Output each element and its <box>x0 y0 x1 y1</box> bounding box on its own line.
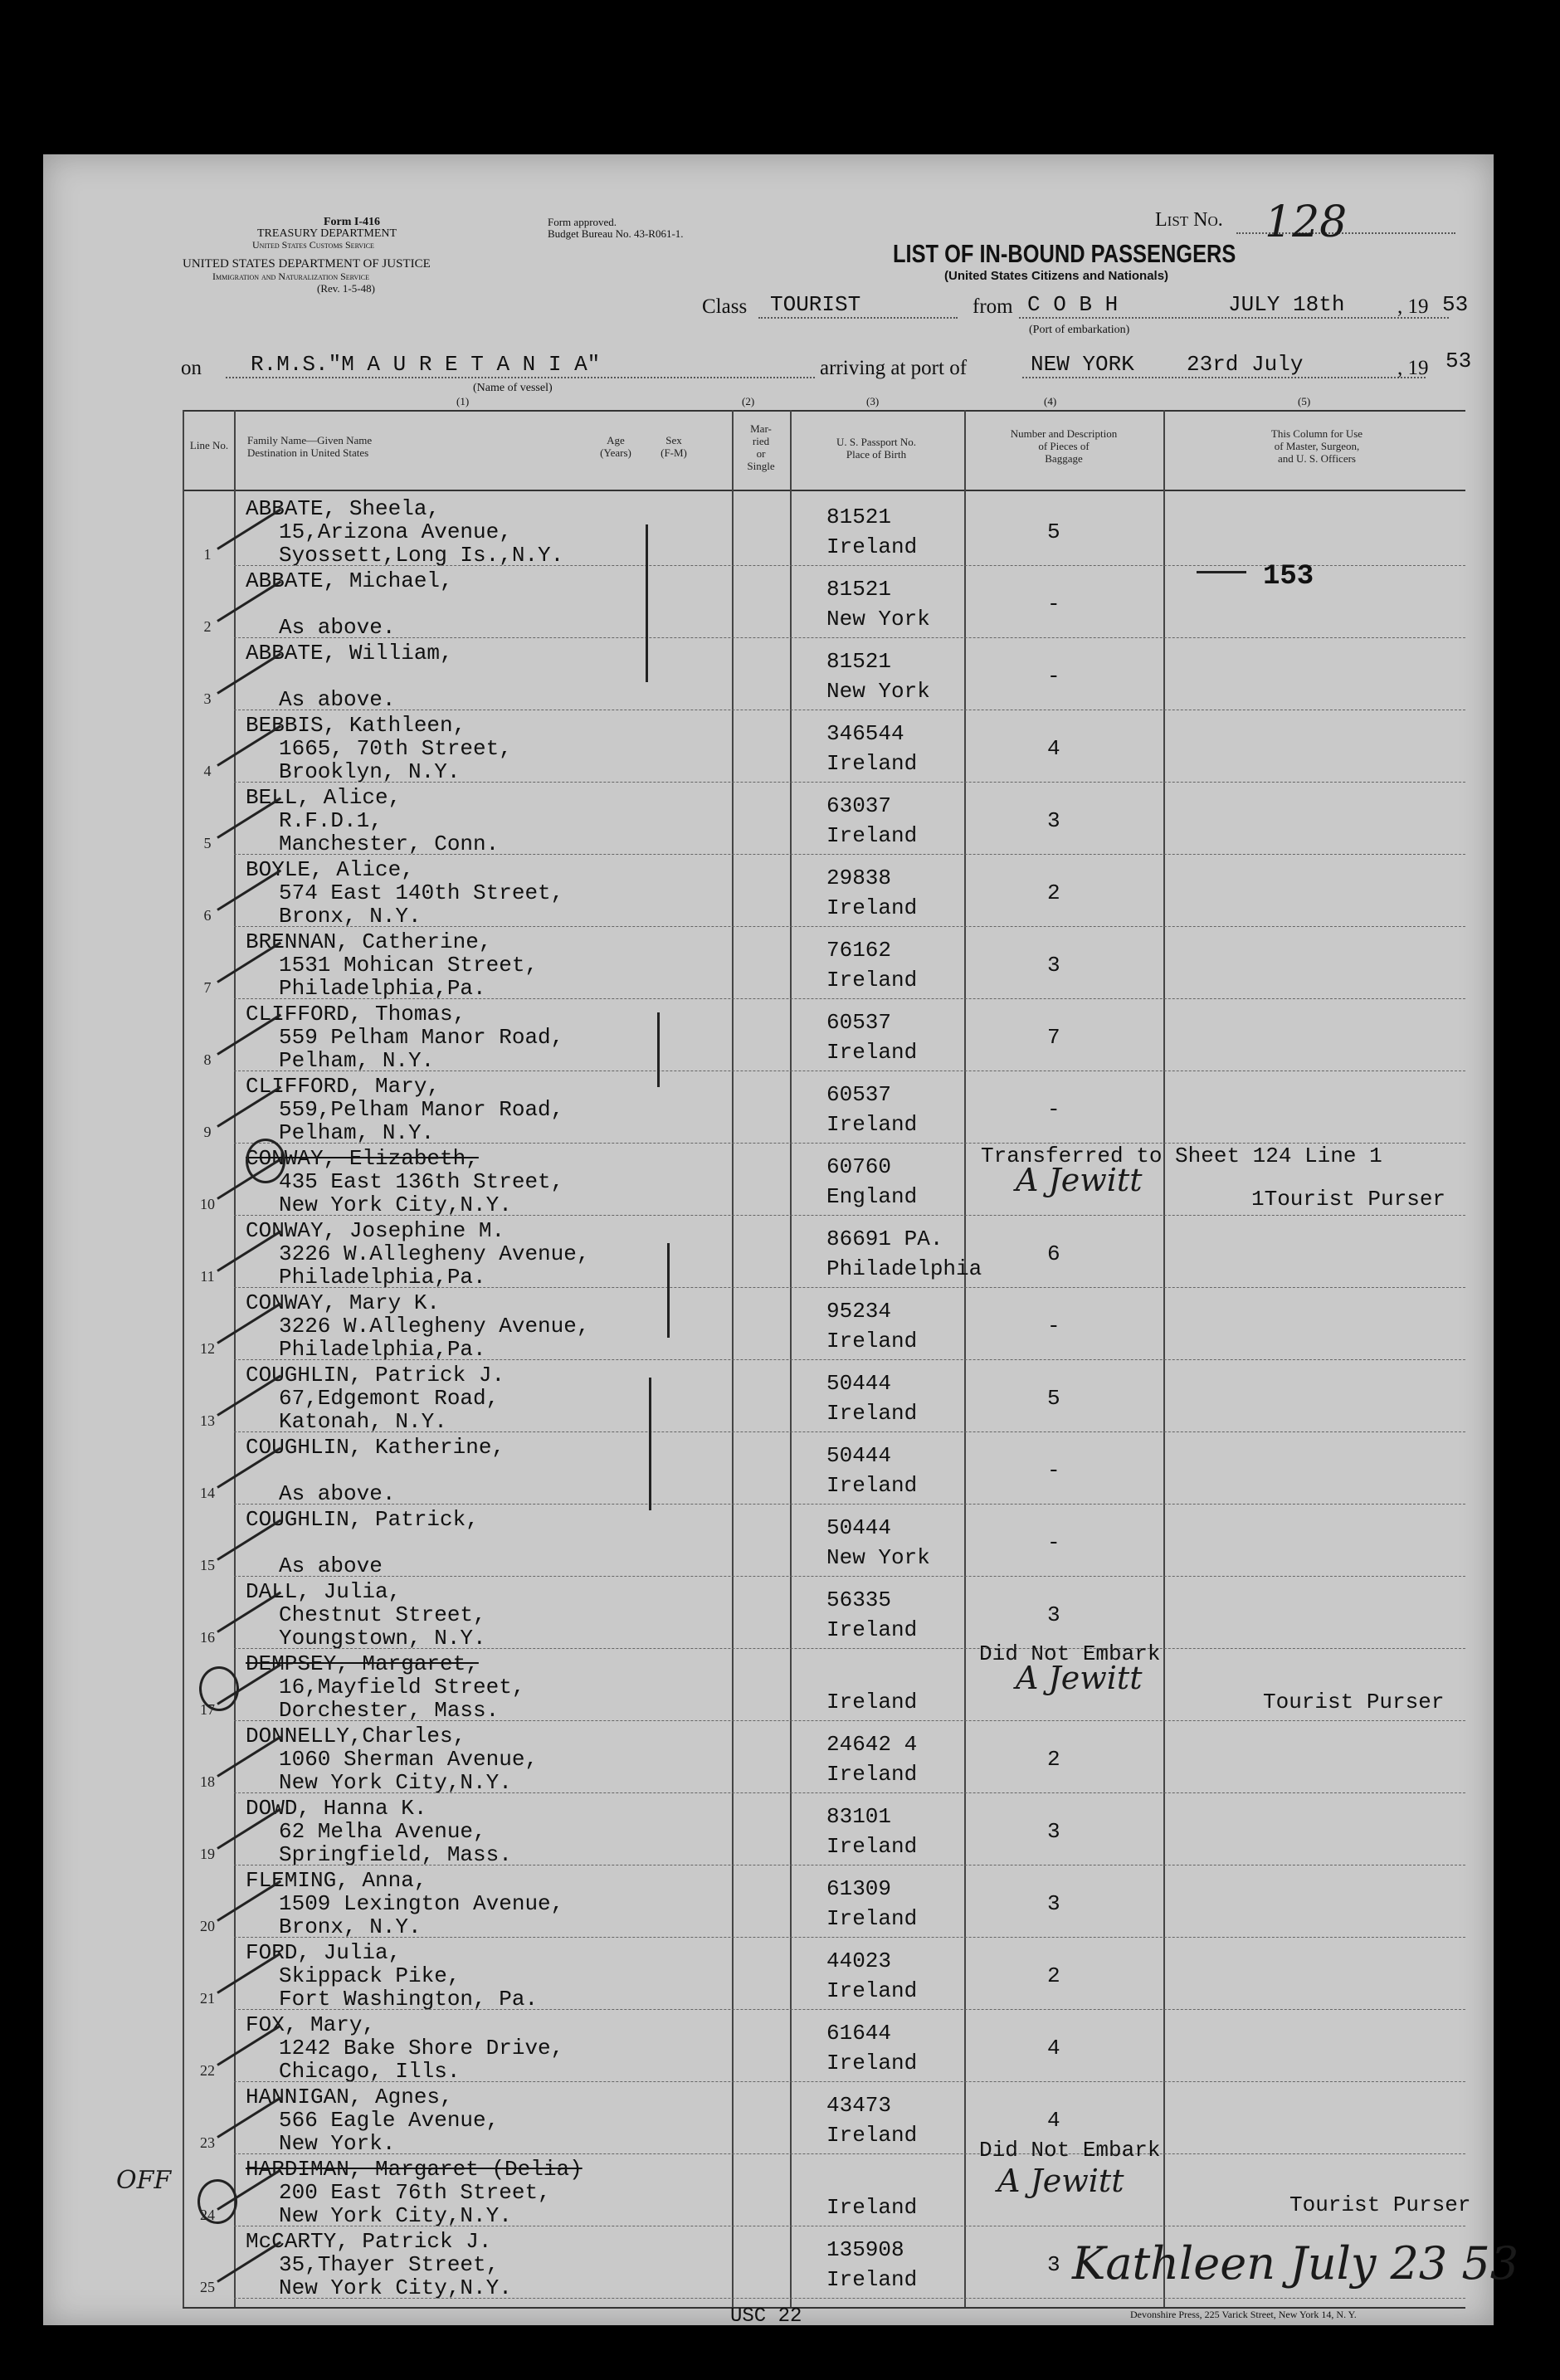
arrival-port: NEW YORK <box>1031 352 1134 377</box>
row-divider <box>234 1071 1465 1072</box>
col-header-passport: U. S. Passport No. Place of Birth <box>836 436 917 461</box>
year-prefix-2: , 19 <box>1397 357 1429 379</box>
col-header-officers: This Column for Use of Master, Surgeon, and U. S. Officers <box>1270 427 1363 465</box>
line-number: 9 <box>203 1124 212 1140</box>
baggage-count: 3 <box>1047 2252 1060 2277</box>
from-line <box>1019 317 1449 319</box>
destination-line-1: Chestnut Street, <box>279 1602 486 1627</box>
place-of-birth: Ireland <box>826 895 918 920</box>
destination-line-2: Pelham, N.Y. <box>279 1048 435 1073</box>
destination-line-2: Pelham, N.Y. <box>279 1120 435 1145</box>
header-bottom-border <box>183 490 1465 491</box>
row-divider <box>234 1576 1465 1578</box>
did-not-embark-note: Did Not Embark <box>979 2138 1161 2163</box>
destination-line-2: Syossett,Long Is.,N.Y. <box>279 543 564 568</box>
immigration-service: Immigration and Naturalization Service <box>212 271 370 282</box>
arriving-label: arriving at port of <box>820 357 968 379</box>
bracket-mark <box>667 1243 670 1338</box>
place-of-birth: Ireland <box>826 1617 918 1642</box>
destination-line-1: 574 East 140th Street, <box>279 880 564 905</box>
col-header-name: Family Name—Given Name Destination in United States <box>247 434 373 459</box>
destination-line-2: New York City,N.Y. <box>279 2203 512 2228</box>
line-number: 23 <box>200 2134 215 2151</box>
col-divider <box>183 410 184 2307</box>
col-divider <box>234 410 236 2307</box>
row-divider <box>234 1937 1465 1939</box>
destination-line-1: 67,Edgemont Road, <box>279 1386 500 1411</box>
off-mark: OFF <box>116 2166 172 2195</box>
line-number: 19 <box>200 1846 215 1862</box>
col-divider <box>1163 410 1165 2307</box>
col-num-1: (1) <box>456 395 470 407</box>
vessel-caption: (Name of vessel) <box>473 382 553 394</box>
row-divider <box>234 2009 1465 2011</box>
row-divider <box>234 926 1465 928</box>
passport-number: 29838 <box>826 866 892 890</box>
destination-line-1: 1531 Mohican Street, <box>279 953 539 978</box>
baggage-count: 4 <box>1047 736 1060 761</box>
destination-line-1: 35,Thayer Street, <box>279 2252 500 2277</box>
row-divider <box>234 1720 1465 1722</box>
place-of-birth: Ireland <box>826 1329 918 1353</box>
passenger-name: COUGHLIN, Patrick J. <box>246 1363 505 1388</box>
passport-number: 81521 <box>826 577 892 602</box>
baggage-count: 5 <box>1047 1386 1060 1411</box>
baggage-count: - <box>1047 664 1060 689</box>
place-of-birth: New York <box>826 1545 930 1570</box>
passenger-name: ABBATE, William, <box>246 641 453 666</box>
passport-number: 63037 <box>826 793 892 818</box>
passport-number: 24642 4 <box>826 1732 918 1757</box>
manifest-sheet <box>43 154 1519 2328</box>
line-number: 15 <box>200 1557 215 1573</box>
destination-line-1: 559 Pelham Manor Road, <box>279 1025 564 1050</box>
passport-number: 61309 <box>826 1876 892 1901</box>
destination-line-2: As above. <box>279 615 396 640</box>
printer-imprint: Devonshire Press, 225 Varick Street, New York 14, N. Y. <box>1130 2309 1357 2320</box>
destination-line-1: 559,Pelham Manor Road, <box>279 1097 564 1122</box>
col-header-married: Mar- ried or Single <box>747 422 775 472</box>
col-header-age: Age (Years) <box>600 434 631 459</box>
place-of-birth: Ireland <box>826 2195 918 2220</box>
passenger-name: DEMPSEY, Margaret, <box>246 1651 479 1676</box>
passport-number: 95234 <box>826 1299 892 1324</box>
passenger-name: BEBBIS, Kathleen, <box>246 713 466 738</box>
class-value: TOURIST <box>770 292 861 317</box>
line-number: 5 <box>203 835 212 851</box>
place-of-birth: Ireland <box>826 751 918 776</box>
place-of-birth: Ireland <box>826 2267 918 2292</box>
passenger-name: CONWAY, Mary K. <box>246 1290 441 1315</box>
did-not-embark-note: Did Not Embark <box>979 1641 1161 1666</box>
passenger-name: FORD, Julia, <box>246 1940 402 1965</box>
baggage-count: - <box>1047 1458 1060 1483</box>
destination-line-2: Bronx, N.Y. <box>279 1914 422 1939</box>
col-num-5: (5) <box>1298 395 1311 407</box>
destination-line-1: 1060 Sherman Avenue, <box>279 1747 539 1772</box>
line-number: 2 <box>203 618 212 635</box>
destination-line-1: 200 East 76th Street, <box>279 2180 551 2205</box>
row-divider <box>234 1504 1465 1505</box>
passport-number: 346544 <box>826 721 904 746</box>
passport-number: 50444 <box>826 1371 892 1396</box>
place-of-birth: Ireland <box>826 1401 918 1426</box>
passenger-name: DALL, Julia, <box>246 1579 402 1604</box>
place-of-birth: Ireland <box>826 1112 918 1137</box>
passenger-name: McCARTY, Patrick J. <box>246 2229 492 2254</box>
budget-bureau: Budget Bureau No. 43-R061-1. <box>548 227 684 240</box>
place-of-birth: Ireland <box>826 823 918 848</box>
handwritten-footer: Kathleen July 23 53 <box>1072 2237 1519 2290</box>
col-header-line-no: Line No. <box>189 439 229 451</box>
line-number: 16 <box>200 1629 215 1646</box>
line-number: 11 <box>200 1268 215 1285</box>
passenger-name: CLIFFORD, Mary, <box>246 1074 441 1099</box>
row-divider <box>234 1865 1465 1866</box>
baggage-count: 3 <box>1047 808 1060 833</box>
class-label: Class <box>702 295 748 318</box>
from-value: C O B H <box>1027 292 1119 317</box>
place-of-birth: Ireland <box>826 1040 918 1065</box>
passenger-name: HANNIGAN, Agnes, <box>246 2085 453 2109</box>
officer-dash <box>1197 571 1246 573</box>
baggage-count: 2 <box>1047 1747 1060 1772</box>
passport-number: 81521 <box>826 505 892 529</box>
line-number: 20 <box>200 1918 215 1934</box>
passport-number: 50444 <box>826 1515 892 1540</box>
col-header-sex: Sex (F-M) <box>661 434 687 459</box>
baggage-count: 4 <box>1047 2108 1060 2133</box>
passport-number: 86691 PA. <box>826 1227 943 1251</box>
customs-service: United States Customs Service <box>252 239 374 251</box>
justice-department: UNITED STATES DEPARTMENT OF JUSTICE <box>183 257 431 271</box>
place-of-birth: New York <box>826 607 930 632</box>
destination-line-2: Fort Washington, Pa. <box>279 1987 539 2012</box>
baggage-count: 4 <box>1047 2036 1060 2061</box>
line-number: 3 <box>203 690 212 707</box>
passport-number: 135908 <box>826 2237 904 2262</box>
place-of-birth: Philadelphia <box>826 1256 982 1281</box>
line-number: 17 <box>200 1701 215 1718</box>
destination-line-1: 566 Eagle Avenue, <box>279 2108 500 2133</box>
form-revision: (Rev. 1-5-48) <box>317 282 375 295</box>
row-divider <box>234 1287 1465 1289</box>
destination-line-2: New York City,N.Y. <box>279 1770 512 1795</box>
passport-number: 60760 <box>826 1154 892 1179</box>
list-no-label: List No. <box>1155 209 1223 231</box>
bracket-mark <box>646 524 648 682</box>
passenger-name: CLIFFORD, Thomas, <box>246 1002 466 1027</box>
baggage-count: - <box>1047 592 1060 617</box>
tourist-purser-note: 1Tourist Purser <box>1251 1187 1446 1212</box>
bracket-mark <box>657 1012 660 1087</box>
place-of-birth: Ireland <box>826 1762 918 1787</box>
form-approved: Form approved. <box>548 216 617 228</box>
baggage-count: 3 <box>1047 1891 1060 1916</box>
passport-number: 60537 <box>826 1082 892 1107</box>
passenger-name: DONNELLY,Charles, <box>246 1724 466 1748</box>
destination-line-1: 15,Arizona Avenue, <box>279 519 512 544</box>
line-number: 8 <box>203 1051 212 1068</box>
passenger-name: BRENNAN, Catherine, <box>246 929 492 954</box>
officer-count: 153 <box>1263 561 1314 593</box>
col-header-baggage: Number and Description of Pieces of Baggage <box>1010 427 1118 465</box>
passport-number: 50444 <box>826 1443 892 1468</box>
vessel-line <box>226 377 815 378</box>
passenger-name: CONWAY, Josephine M. <box>246 1218 505 1243</box>
arrival-date: 23rd July <box>1187 352 1304 377</box>
destination-line-1: 1665, 70th Street, <box>279 736 512 761</box>
line-number: 12 <box>200 1340 215 1357</box>
baggage-count: - <box>1047 1530 1060 1555</box>
passenger-name: COUGHLIN, Katherine, <box>246 1435 505 1460</box>
class-line <box>758 317 958 319</box>
destination-line-2: Bronx, N.Y. <box>279 904 422 929</box>
line-number: 10 <box>200 1196 215 1212</box>
circle-mark <box>246 1139 285 1183</box>
destination-line-1: 1509 Lexington Avenue, <box>279 1891 564 1916</box>
destination-line-2: As above. <box>279 687 396 712</box>
row-divider <box>234 998 1465 1000</box>
destination-line-1: R.F.D.1, <box>279 808 383 833</box>
destination-line-2: Chicago, Ills. <box>279 2059 461 2084</box>
passenger-name: HARDIMAN, Margaret (Delia) <box>246 2157 583 2182</box>
line-number: 1 <box>203 546 212 563</box>
baggage-count: 2 <box>1047 880 1060 905</box>
place-of-birth: Ireland <box>826 2123 918 2148</box>
destination-line-2: Manchester, Conn. <box>279 832 500 856</box>
passenger-name: DOWD, Hanna K. <box>246 1796 427 1821</box>
destination-line-2: New York City,N.Y. <box>279 1192 512 1217</box>
place-of-birth: England <box>826 1184 918 1209</box>
passport-number: 61644 <box>826 2021 892 2046</box>
destination-line-2: Dorchester, Mass. <box>279 1698 500 1723</box>
destination-line-2: New York City,N.Y. <box>279 2275 512 2300</box>
tourist-purser-note: Tourist Purser <box>1289 2192 1471 2217</box>
row-divider <box>234 637 1465 639</box>
arrival-year: 53 <box>1445 349 1472 373</box>
tourist-purser-note: Tourist Purser <box>1263 1690 1445 1714</box>
passport-number: 44023 <box>826 1948 892 1973</box>
destination-line-2: Katonah, N.Y. <box>279 1409 447 1434</box>
row-divider <box>234 2298 1465 2300</box>
destination-line-1: 1242 Bake Shore Drive, <box>279 2036 564 2061</box>
purser-signature: A Jewitt <box>1016 1162 1143 1198</box>
row-divider <box>234 2153 1465 2155</box>
col-num-3: (3) <box>866 395 880 407</box>
place-of-birth: Ireland <box>826 1978 918 2003</box>
destination-line-1: 3226 W.Allegheny Avenue, <box>279 1314 590 1339</box>
passport-number: 83101 <box>826 1804 892 1829</box>
col-divider <box>964 410 966 2307</box>
destination-line-2: Philadelphia,Pa. <box>279 1337 486 1362</box>
place-of-birth: Ireland <box>826 1834 918 1859</box>
passport-number: 60537 <box>826 1010 892 1035</box>
line-number: 14 <box>200 1485 215 1501</box>
destination-line-1: 435 East 136th Street, <box>279 1169 564 1194</box>
line-number: 25 <box>200 2279 215 2295</box>
purser-signature: A Jewitt <box>1016 1660 1143 1696</box>
destination-line-1: 16,Mayfield Street, <box>279 1675 525 1700</box>
treasury-department: TREASURY DEPARTMENT <box>257 227 397 240</box>
circle-mark <box>199 1666 239 1711</box>
vessel-name: R.M.S."M A U R E T A N I A" <box>251 352 601 377</box>
bracket-mark <box>649 1378 651 1510</box>
row-divider <box>234 1359 1465 1361</box>
col-num-4: (4) <box>1044 395 1057 407</box>
line-number: 18 <box>200 1773 215 1790</box>
baggage-count: 5 <box>1047 519 1060 544</box>
row-divider <box>234 1215 1465 1217</box>
destination-line-1: 3226 W.Allegheny Avenue, <box>279 1241 590 1266</box>
passenger-name: ABBATE, Michael, <box>246 568 453 593</box>
row-divider <box>234 1431 1465 1433</box>
destination-line-1: Skippack Pike, <box>279 1963 461 1988</box>
destination-line-2: Brooklyn, N.Y. <box>279 759 461 784</box>
row-divider <box>234 1792 1465 1794</box>
passenger-name: FOX, Mary, <box>246 2012 376 2037</box>
line-number: 7 <box>203 979 212 996</box>
place-of-birth: Ireland <box>826 2051 918 2075</box>
baggage-count: 3 <box>1047 953 1060 978</box>
col-divider <box>790 410 792 2307</box>
list-number: 128 <box>1265 198 1348 247</box>
purser-signature: A Jewitt <box>997 2163 1124 2199</box>
passenger-name: ABBATE, Sheela, <box>246 496 441 521</box>
row-divider <box>234 2081 1465 2083</box>
row-divider <box>234 710 1465 711</box>
line-number: 4 <box>203 763 212 779</box>
place-of-birth: Ireland <box>826 1906 918 1931</box>
year-prefix: , 19 <box>1397 295 1429 318</box>
row-divider <box>234 1648 1465 1650</box>
passenger-name: BOYLE, Alice, <box>246 857 414 882</box>
page-subtitle: (United States Citizens and Nationals) <box>944 269 1169 283</box>
passenger-name: BELL, Alice, <box>246 785 402 810</box>
baggage-count: 3 <box>1047 1819 1060 1844</box>
col-divider <box>732 410 734 2307</box>
footer-code: USC 22 <box>730 2305 802 2328</box>
destination-line-2: Springfield, Mass. <box>279 1842 512 1867</box>
form-number: Form I-416 <box>324 216 381 228</box>
col-num-2: (2) <box>742 395 755 407</box>
place-of-birth: Ireland <box>826 1473 918 1498</box>
destination-line-2: Philadelphia,Pa. <box>279 1265 486 1290</box>
line-number: 13 <box>200 1412 215 1429</box>
place-of-birth: Ireland <box>826 968 918 992</box>
passenger-name: CONWAY, Elizabeth, <box>246 1146 479 1171</box>
passenger-name: FLEMING, Anna, <box>246 1868 427 1893</box>
transfer-note: Transferred to Sheet 124 Line 1 <box>981 1144 1382 1168</box>
passenger-name: COUGHLIN, Patrick, <box>246 1507 479 1532</box>
destination-line-2: As above. <box>279 1481 396 1506</box>
passport-number: 81521 <box>826 649 892 674</box>
baggage-count: - <box>1047 1097 1060 1122</box>
on-label: on <box>181 357 202 379</box>
destination-line-1: 62 Melha Avenue, <box>279 1819 486 1844</box>
line-number: 21 <box>200 1990 215 2007</box>
embark-date: JULY 18th <box>1228 292 1345 317</box>
destination-line-2: As above <box>279 1553 383 1578</box>
passport-number: 43473 <box>826 2093 892 2118</box>
row-divider <box>234 2226 1465 2227</box>
destination-line-2: New York. <box>279 2131 396 2156</box>
row-divider <box>234 782 1465 783</box>
row-divider <box>234 854 1465 856</box>
baggage-count: - <box>1047 1314 1060 1339</box>
baggage-count: 6 <box>1047 1241 1060 1266</box>
destination-line-2: Philadelphia,Pa. <box>279 976 486 1001</box>
port-caption: (Port of embarkation) <box>1029 324 1130 336</box>
baggage-count: 2 <box>1047 1963 1060 1988</box>
place-of-birth: Ireland <box>826 1690 918 1714</box>
baggage-count: 3 <box>1047 1602 1060 1627</box>
line-number: 24 <box>200 2207 215 2223</box>
line-number: 6 <box>203 907 212 924</box>
circle-mark <box>197 2179 237 2224</box>
baggage-count: 7 <box>1047 1025 1060 1050</box>
line-number: 22 <box>200 2062 215 2079</box>
passport-number: 76162 <box>826 938 892 963</box>
from-label: from <box>973 295 1013 318</box>
destination-line-2: Youngstown, N.Y. <box>279 1626 486 1651</box>
passport-number: 56335 <box>826 1587 892 1612</box>
year-value: 53 <box>1442 292 1469 317</box>
place-of-birth: New York <box>826 679 930 704</box>
place-of-birth: Ireland <box>826 534 918 559</box>
arrival-line <box>1022 377 1426 378</box>
page-title: LIST OF IN-BOUND PASSENGERS <box>893 239 1236 268</box>
table-top-border <box>183 410 1465 412</box>
